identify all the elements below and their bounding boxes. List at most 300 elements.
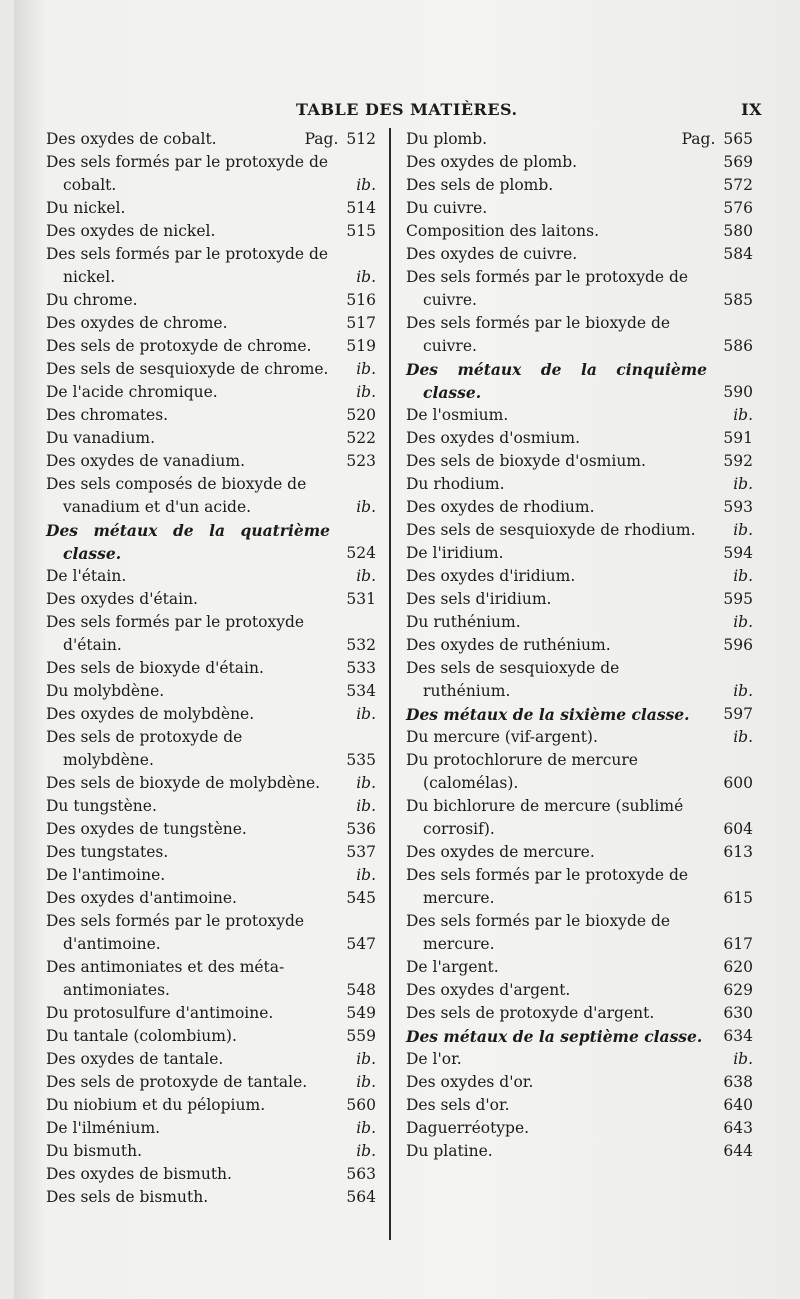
toc-entry-title: Des oxydes de molybdène. — [46, 705, 255, 723]
toc-entry — [46, 818, 376, 841]
page-reference: 512 — [346, 130, 376, 148]
toc-entry — [46, 565, 376, 588]
page-reference: ib. — [356, 705, 376, 723]
toc-entry-title: Du ruthénium. — [406, 613, 521, 631]
toc-entry — [406, 404, 753, 427]
page-reference: ib. — [356, 774, 376, 792]
toc-entry — [406, 151, 753, 174]
toc-entry-page — [346, 1025, 376, 1048]
toc-entry — [406, 197, 753, 220]
toc-entry — [46, 1163, 376, 1186]
toc-entry-page — [346, 588, 376, 611]
page-reference: 524 — [346, 544, 376, 562]
toc-entry-page — [346, 1002, 376, 1025]
toc-entry-page — [346, 933, 376, 956]
toc-entry — [406, 864, 753, 910]
toc-entry-page — [723, 887, 753, 910]
toc-entry-page — [723, 588, 753, 611]
toc-entry-title: Des sels de sesquioxyde de chrome. — [46, 360, 329, 378]
page-reference: 514 — [346, 199, 376, 217]
toc-entry — [46, 404, 376, 427]
page-reference: 586 — [723, 337, 753, 355]
page-reference: ib. — [733, 567, 753, 585]
page-number: IX — [741, 100, 762, 119]
page-reference: 549 — [346, 1004, 376, 1022]
toc-entry-page — [723, 151, 753, 174]
toc-entry — [406, 841, 753, 864]
page-reference: 585 — [723, 291, 753, 309]
toc-entry-title: Des métaux de la sixième classe. — [406, 705, 690, 724]
toc-entry — [46, 588, 376, 611]
toc-entry-title: Des oxydes de tungstène. — [46, 820, 247, 838]
toc-entry-title: Des sels composés de bioxyde de vanadium et d'un acide. — [46, 475, 307, 516]
toc-entry-page — [723, 496, 753, 519]
toc-entry-page — [356, 1140, 376, 1163]
toc-entry-title: Des sels d'iridium. — [406, 590, 552, 608]
toc-entry-page — [346, 197, 376, 220]
toc-entry-title: Des sels de protoxyde de chrome. — [46, 337, 312, 355]
page-reference: 620 — [723, 958, 753, 976]
toc-entry-title: Des métaux de la cinquième classe. — [406, 360, 707, 402]
page-reference: 576 — [723, 199, 753, 217]
toc-entry-page — [723, 450, 753, 473]
toc-entry — [406, 1071, 753, 1094]
pag-abbreviation: Pag. — [304, 130, 339, 148]
toc-entry-title: Des oxydes de cuivre. — [406, 245, 578, 263]
toc-entry-page — [723, 979, 753, 1002]
toc-entry-title: Des sels formés par le protoxyde d'antimoine. — [46, 912, 305, 953]
toc-entry-page — [356, 174, 376, 197]
toc-entry-page — [346, 312, 376, 335]
toc-entry-title: Des oxydes d'argent. — [406, 981, 571, 999]
toc-entry-page — [346, 335, 376, 358]
toc-entry — [46, 887, 376, 910]
toc-entry — [46, 1002, 376, 1025]
page-reference: 520 — [346, 406, 376, 424]
toc-entry-title: Des sels d'or. — [406, 1096, 510, 1114]
toc-entry-title: Des oxydes de chrome. — [46, 314, 228, 332]
toc-entry-title: Des sels de sesquioxyde de rhodium. — [406, 521, 696, 539]
toc-entry-title: De l'acide chromique. — [46, 383, 218, 401]
page-reference: 644 — [723, 1142, 753, 1160]
toc-entry-title: Des oxydes de mercure. — [406, 843, 595, 861]
toc-entry — [406, 473, 753, 496]
toc-entry-page — [733, 611, 753, 634]
toc-section-heading — [406, 358, 753, 404]
toc-entry-title: Des tungstates. — [46, 843, 169, 861]
page-reference: 630 — [723, 1004, 753, 1022]
toc-entry-page — [356, 703, 376, 726]
toc-entry-page — [356, 795, 376, 818]
toc-entry — [406, 312, 753, 358]
page-reference: 548 — [346, 981, 376, 999]
page-reference: 591 — [723, 429, 753, 447]
toc-entry — [406, 266, 753, 312]
toc-entry — [406, 174, 753, 197]
toc-entry-title: Des chromates. — [46, 406, 169, 424]
page-reference: ib. — [356, 1142, 376, 1160]
page-title: TABLE DES MATIÈRES. — [296, 100, 518, 119]
toc-entry — [406, 450, 753, 473]
toc-entry — [406, 1117, 753, 1140]
page-reference: 537 — [346, 843, 376, 861]
page-reference: 640 — [723, 1096, 753, 1114]
toc-entry — [406, 979, 753, 1002]
toc-entry-page — [346, 220, 376, 243]
toc-entry-title: Des sels formés par le protoxyde de cobalt. — [46, 153, 329, 194]
toc-entry-page — [723, 818, 753, 841]
toc-entry — [406, 542, 753, 565]
toc-entry-title: Des sels formés par le protoxyde de nickel. — [46, 245, 329, 286]
page-reference: 522 — [346, 429, 376, 447]
toc-entry — [406, 726, 753, 749]
toc-entry-title: Des sels de plomb. — [406, 176, 554, 194]
column-divider — [389, 128, 391, 1240]
page-reference: 534 — [346, 682, 376, 700]
page-reference: 613 — [723, 843, 753, 861]
toc-entry-title: Composition des laitons. — [406, 222, 600, 240]
page-reference: 523 — [346, 452, 376, 470]
toc-entry-title: De l'argent. — [406, 958, 499, 976]
page-reference: 617 — [723, 935, 753, 953]
toc-entry-page — [723, 1094, 753, 1117]
toc-entry — [46, 795, 376, 818]
toc-entry-page — [723, 956, 753, 979]
toc-entry-title: Des oxydes d'antimoine. — [46, 889, 237, 907]
pag-abbreviation: Pag. — [681, 130, 716, 148]
toc-entry — [46, 1094, 376, 1117]
page-reference: 594 — [723, 544, 753, 562]
page-reference: 643 — [723, 1119, 753, 1137]
toc-entry-page — [356, 358, 376, 381]
book-page — [14, 0, 800, 1299]
toc-entry-page — [723, 243, 753, 266]
toc-entry — [406, 749, 753, 795]
toc-entry-page — [723, 703, 753, 726]
toc-entry-page — [346, 979, 376, 1002]
toc-entry-title: Des sels de protoxyde de molybdène. — [46, 728, 243, 769]
toc-entry-title: Du nickel. — [46, 199, 126, 217]
toc-entry-title: De l'étain. — [46, 567, 127, 585]
page-reference: 592 — [723, 452, 753, 470]
toc-entry-page — [305, 128, 376, 151]
page-reference: 536 — [346, 820, 376, 838]
toc-entry-page — [723, 634, 753, 657]
toc-entry-title: Des oxydes d'osmium. — [406, 429, 581, 447]
toc-entry — [406, 1094, 753, 1117]
page-reference: 638 — [723, 1073, 753, 1091]
toc-entry-title: Des oxydes d'or. — [406, 1073, 534, 1091]
page-reference: ib. — [356, 360, 376, 378]
toc-entry-page — [346, 887, 376, 910]
toc-entry-page — [723, 335, 753, 358]
toc-entry — [46, 1117, 376, 1140]
toc-entry-page — [346, 404, 376, 427]
toc-entry-title: Des métaux de la quatrième classe. — [46, 521, 330, 563]
toc-entry-title: Du niobium et du pélopium. — [46, 1096, 266, 1114]
toc-entry — [46, 1186, 376, 1209]
toc-entry — [46, 657, 376, 680]
page-reference: 517 — [346, 314, 376, 332]
toc-entry-title: Du rhodium. — [406, 475, 505, 493]
page-reference: 559 — [346, 1027, 376, 1045]
toc-entry-page — [356, 1048, 376, 1071]
toc-entry-page — [723, 381, 753, 404]
toc-entry-page — [346, 818, 376, 841]
toc-entry-page — [356, 1071, 376, 1094]
toc-entry — [46, 841, 376, 864]
toc-entry — [406, 611, 753, 634]
page-reference: 597 — [723, 705, 753, 723]
page-reference: 580 — [723, 222, 753, 240]
toc-entry-title: De l'ilménium. — [46, 1119, 161, 1137]
toc-entry — [46, 128, 376, 151]
toc-entry-title: De l'iridium. — [406, 544, 504, 562]
toc-entry-title: Des sels formés par le protoxyde de cuivre. — [406, 268, 689, 309]
toc-right-column — [406, 128, 753, 1163]
page-reference: ib. — [733, 406, 753, 424]
toc-entry-title: Du protochlorure de mercure (calomélas). — [406, 751, 638, 792]
toc-entry-page — [346, 680, 376, 703]
toc-entry-page — [356, 772, 376, 795]
toc-entry-page — [723, 772, 753, 795]
page-reference: 531 — [346, 590, 376, 608]
toc-entry — [406, 427, 753, 450]
toc-entry-page — [723, 1002, 753, 1025]
toc-entry-title: Des sels formés par le bioxyde de cuivre. — [406, 314, 671, 355]
toc-entry-title: Du bismuth. — [46, 1142, 142, 1160]
page-reference: ib. — [733, 728, 753, 746]
page-reference: ib. — [733, 682, 753, 700]
toc-entry — [46, 197, 376, 220]
toc-entry — [406, 956, 753, 979]
page-reference: 564 — [346, 1188, 376, 1206]
toc-entry-title: Du plomb. — [406, 130, 488, 148]
toc-entry-title: Daguerréotype. — [406, 1119, 530, 1137]
toc-entry — [406, 634, 753, 657]
page-reference: ib. — [356, 1050, 376, 1068]
toc-entry-title: De l'osmium. — [406, 406, 509, 424]
toc-entry-title: Du molybdène. — [46, 682, 165, 700]
page-reference: 565 — [723, 130, 753, 148]
toc-entry — [406, 519, 753, 542]
toc-entry-page — [346, 634, 376, 657]
page-reference: ib. — [356, 498, 376, 516]
toc-entry-title: Des sels de bioxyde d'osmium. — [406, 452, 646, 470]
toc-entry-title: Des sels de protoxyde de tantale. — [46, 1073, 308, 1091]
toc-entry-page — [723, 1117, 753, 1140]
toc-entry-title: Du vanadium. — [46, 429, 156, 447]
toc-entry — [406, 128, 753, 151]
page-reference: ib. — [356, 797, 376, 815]
toc-entry — [46, 726, 376, 772]
toc-entry — [406, 795, 753, 841]
page-reference: 590 — [723, 383, 753, 401]
toc-entry-page — [723, 220, 753, 243]
toc-entry — [46, 151, 376, 197]
toc-entry-title: De l'antimoine. — [46, 866, 166, 884]
page-reference: ib. — [356, 567, 376, 585]
toc-entry-page — [356, 496, 376, 519]
toc-entry-page — [356, 864, 376, 887]
toc-entry-page — [723, 542, 753, 565]
toc-entry-page — [346, 542, 376, 565]
page-reference: ib. — [356, 1119, 376, 1137]
page-reference: 545 — [346, 889, 376, 907]
page-reference: 516 — [346, 291, 376, 309]
toc-entry — [46, 956, 376, 1002]
toc-entry-title: Du protosulfure d'antimoine. — [46, 1004, 274, 1022]
toc-entry-page — [733, 404, 753, 427]
toc-entry-title: Des oxydes de vanadium. — [46, 452, 246, 470]
toc-entry-title: Des sels formés par le protoxyde d'étain. — [46, 613, 305, 654]
toc-entry-page — [356, 266, 376, 289]
toc-entry-page — [356, 565, 376, 588]
toc-entry-page — [723, 1140, 753, 1163]
toc-entry-title: Des oxydes de tantale. — [46, 1050, 224, 1068]
page-reference: ib. — [356, 383, 376, 401]
page-reference: 533 — [346, 659, 376, 677]
toc-entry-page — [723, 933, 753, 956]
toc-entry — [406, 1002, 753, 1025]
toc-entry-title: Du tungstène. — [46, 797, 157, 815]
toc-entry — [46, 473, 376, 519]
toc-entry-page — [346, 841, 376, 864]
toc-entry — [46, 450, 376, 473]
toc-entry-title: Des sels formés par le protoxyde de mercure. — [406, 866, 689, 907]
page-reference: 560 — [346, 1096, 376, 1114]
toc-entry — [46, 1048, 376, 1071]
toc-entry-page — [723, 197, 753, 220]
toc-entry-title: Des sels de bioxyde d'étain. — [46, 659, 264, 677]
toc-entry — [46, 772, 376, 795]
page-reference: ib. — [356, 866, 376, 884]
toc-entry — [406, 220, 753, 243]
page-reference: ib. — [733, 1050, 753, 1068]
toc-entry-page — [346, 1186, 376, 1209]
page-reference: ib. — [733, 613, 753, 631]
running-header — [44, 94, 778, 124]
toc-entry-title: Du mercure (vif-argent). — [406, 728, 598, 746]
toc-entry — [46, 243, 376, 289]
toc-entry — [46, 1071, 376, 1094]
page-reference: 535 — [346, 751, 376, 769]
toc-entry-title: Des oxydes d'étain. — [46, 590, 198, 608]
toc-entry — [46, 289, 376, 312]
toc-entry-page — [346, 289, 376, 312]
toc-entry — [406, 657, 753, 703]
page-reference: 595 — [723, 590, 753, 608]
toc-entry-title: De l'or. — [406, 1050, 462, 1068]
toc-entry-page — [723, 1025, 753, 1048]
page-reference: 596 — [723, 636, 753, 654]
toc-entry — [46, 611, 376, 657]
toc-entry-title: Des oxydes de ruthénium. — [406, 636, 611, 654]
toc-entry-title: Des sels de bioxyde de molybdène. — [46, 774, 321, 792]
toc-entry-page — [346, 427, 376, 450]
page-reference: 584 — [723, 245, 753, 263]
toc-entry-title: Des oxydes de cobalt. — [46, 130, 217, 148]
page-reference: 634 — [723, 1027, 753, 1045]
toc-entry — [46, 312, 376, 335]
page-reference: 519 — [346, 337, 376, 355]
toc-entry — [406, 243, 753, 266]
page-reference: ib. — [733, 521, 753, 539]
toc-entry — [46, 910, 376, 956]
toc-entry-page — [356, 1117, 376, 1140]
toc-left-column — [46, 128, 376, 1209]
toc-entry-title: Des antimoniates et des méta-antimoniates. — [46, 958, 285, 999]
toc-entry-page — [346, 450, 376, 473]
page-reference: ib. — [356, 268, 376, 286]
toc-entry-page — [346, 749, 376, 772]
toc-entry-title: Du bichlorure de mercure (sublimé corrosif). — [406, 797, 684, 838]
page-reference: 572 — [723, 176, 753, 194]
toc-entry — [406, 910, 753, 956]
toc-entry — [406, 1048, 753, 1071]
page-reference: 532 — [346, 636, 376, 654]
toc-entry-page — [682, 128, 753, 151]
toc-entry-title: Des oxydes de nickel. — [46, 222, 216, 240]
toc-entry-page — [733, 519, 753, 542]
toc-entry-page — [723, 289, 753, 312]
toc-entry-page — [723, 427, 753, 450]
toc-entry-page — [733, 726, 753, 749]
toc-section-heading — [406, 1025, 753, 1048]
page-reference: 563 — [346, 1165, 376, 1183]
toc-entry — [46, 680, 376, 703]
toc-entry-title: Du tantale (colombium). — [46, 1027, 237, 1045]
page-reference: 600 — [723, 774, 753, 792]
toc-entry-page — [733, 565, 753, 588]
toc-entry-title: Des sels de protoxyde d'argent. — [406, 1004, 655, 1022]
toc-entry-page — [346, 1163, 376, 1186]
page-reference: 604 — [723, 820, 753, 838]
toc-entry — [46, 864, 376, 887]
toc-entry-page — [723, 841, 753, 864]
page-reference: 593 — [723, 498, 753, 516]
toc-entry — [46, 1025, 376, 1048]
toc-entry — [406, 496, 753, 519]
toc-entry-title: Des oxydes de plomb. — [406, 153, 578, 171]
toc-entry-page — [346, 657, 376, 680]
toc-section-heading — [46, 519, 376, 565]
toc-entry — [46, 220, 376, 243]
toc-entry-page — [733, 680, 753, 703]
page-reference: 515 — [346, 222, 376, 240]
toc-entry-page — [723, 174, 753, 197]
page-reference: 615 — [723, 889, 753, 907]
toc-entry — [46, 427, 376, 450]
toc-entry-title: Des oxydes de bismuth. — [46, 1165, 232, 1183]
toc-entry-page — [346, 1094, 376, 1117]
toc-entry-page — [733, 1048, 753, 1071]
page-reference: 629 — [723, 981, 753, 999]
toc-entry — [406, 565, 753, 588]
toc-entry-title: Des métaux de la septième classe. — [406, 1027, 703, 1046]
toc-entry-title: Du cuivre. — [406, 199, 488, 217]
toc-entry-page — [723, 1071, 753, 1094]
toc-entry — [406, 588, 753, 611]
toc-entry — [46, 1140, 376, 1163]
toc-entry-title: Du platine. — [406, 1142, 493, 1160]
toc-entry-title: Des sels de sesquioxyde de ruthénium. — [406, 659, 620, 700]
toc-entry-title: Des oxydes d'iridium. — [406, 567, 576, 585]
page-reference: 547 — [346, 935, 376, 953]
page-reference: ib. — [356, 176, 376, 194]
toc-entry — [46, 703, 376, 726]
page-reference: ib. — [356, 1073, 376, 1091]
